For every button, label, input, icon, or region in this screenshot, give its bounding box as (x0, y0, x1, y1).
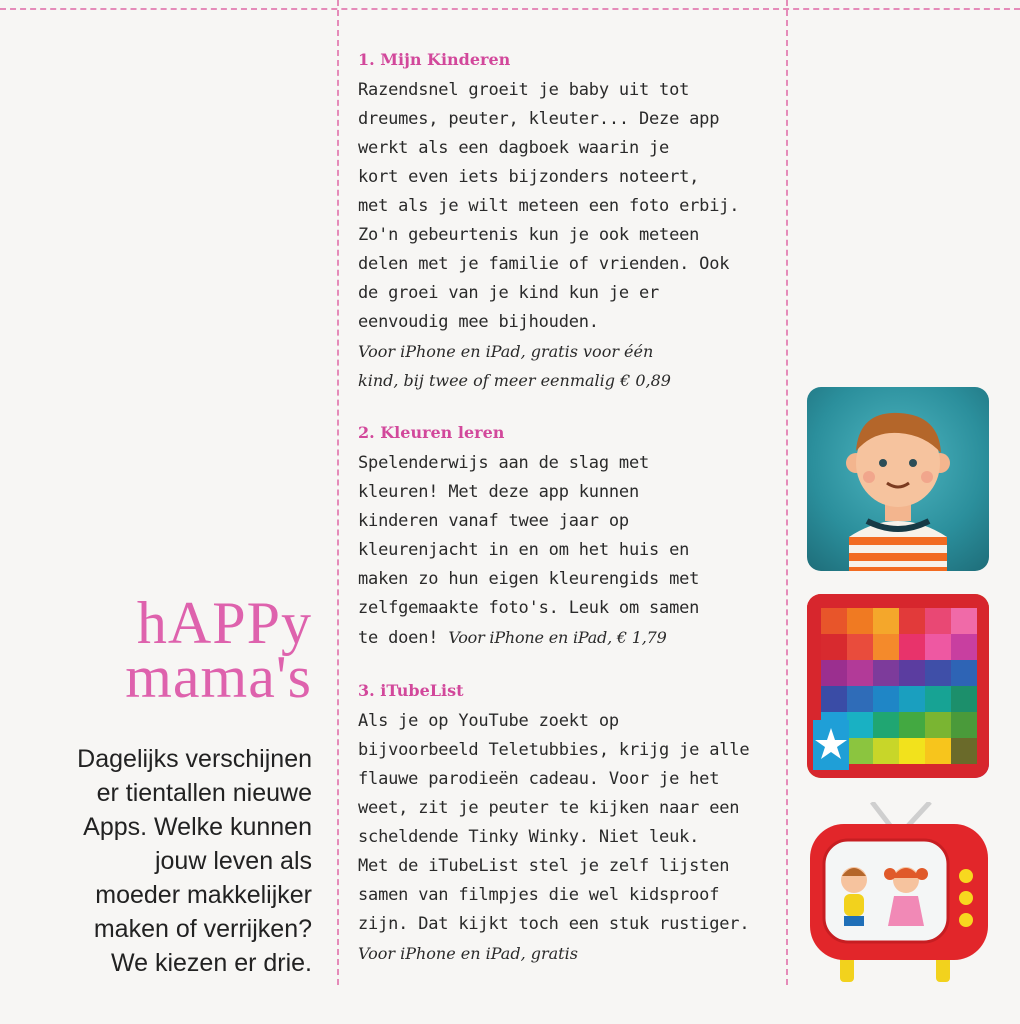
article-line: kort even iets bijzonders noteert, (358, 167, 700, 187)
article-line: kleuren! Met deze app kunnen (358, 482, 639, 502)
article-itubelist (358, 679, 778, 968)
article-title: 2. Kleuren leren (358, 423, 505, 442)
intro-text (2, 742, 312, 980)
right-dashed-divider (786, 0, 788, 985)
article-line: bijvoorbeeld Teletubbies, krijg je alle (358, 740, 750, 760)
article-title: 3. iTubeList (358, 681, 464, 700)
article-line: Met de iTubeList stel je zelf lijsten (358, 856, 730, 876)
section-logo (125, 590, 312, 710)
article-line: kleurenjacht in en om het huis en (358, 540, 690, 560)
intro-line: er tientallen nieuwe (96, 779, 312, 807)
intro-line: Apps. Welke kunnen (83, 813, 312, 841)
top-dashed-divider (0, 8, 1020, 10)
article-line: Zo'n gebeurtenis kun je ook meteen (358, 225, 700, 245)
intro-line: maken of verrijken? (93, 915, 312, 943)
logo-line-2: mama's (125, 644, 312, 710)
article-line: zelfgemaakte foto's. Leuk om samen (358, 598, 700, 618)
color-grid-icon (807, 594, 989, 778)
article-line: eenvoudig mee bijhouden. (358, 312, 599, 332)
intro-line: We kiezen er drie. (110, 949, 312, 977)
article-line: werkt als een dagboek waarin je (358, 138, 670, 158)
article-price: Voor iPhone en iPad, gratis (358, 944, 578, 963)
article-price: Voor iPhone en iPad, € 1,79 (448, 628, 667, 647)
article-price: kind, bij twee of meer eenmalig € 0,89 (358, 371, 671, 390)
article-price: Voor iPhone en iPad, gratis voor één (358, 342, 654, 361)
article-line: weet, zit je peuter te kijken naar een (358, 798, 740, 818)
article-mijn-kinderen (358, 48, 778, 395)
article-kleuren-leren (358, 421, 778, 653)
article-line: zijn. Dat kijkt toch een stuk rustiger. (358, 914, 750, 934)
article-line: scheldende Tinky Winky. Niet leuk. (358, 827, 700, 847)
article-line: Razendsnel groeit je baby uit tot (358, 80, 690, 100)
app-articles (358, 48, 778, 994)
article-line: Als je op YouTube zoekt op (358, 711, 619, 731)
kid-face-icon (807, 387, 989, 571)
article-line: dreumes, peuter, kleuter... Deze app (358, 109, 720, 129)
article-line: samen van filmpjes die wel kidsproof (358, 885, 720, 905)
article-title: 1. Mijn Kinderen (358, 50, 511, 69)
article-line-last (358, 623, 778, 653)
article-line: de groei van je kind kun je er (358, 283, 660, 303)
article-line: kinderen vanaf twee jaar op (358, 511, 629, 531)
intro-line: Dagelijks verschijnen (77, 745, 312, 773)
intro-line: moeder makkelijker (95, 881, 312, 909)
logo-line-1: hAPPy (136, 590, 312, 656)
article-line-text: te doen! (358, 628, 439, 648)
article-line: flauwe parodieën cadeau. Voor je het (358, 769, 720, 789)
article-line: maken zo hun eigen kleurengids met (358, 569, 700, 589)
article-line: delen met je familie of vrienden. Ook (358, 254, 730, 274)
article-line: Spelenderwijs aan de slag met (358, 453, 650, 473)
left-dashed-divider (337, 0, 339, 985)
intro-line: jouw leven als (154, 847, 312, 875)
article-line: met als je wilt meteen een foto erbij. (358, 196, 740, 216)
retro-tv-icon (806, 802, 992, 984)
